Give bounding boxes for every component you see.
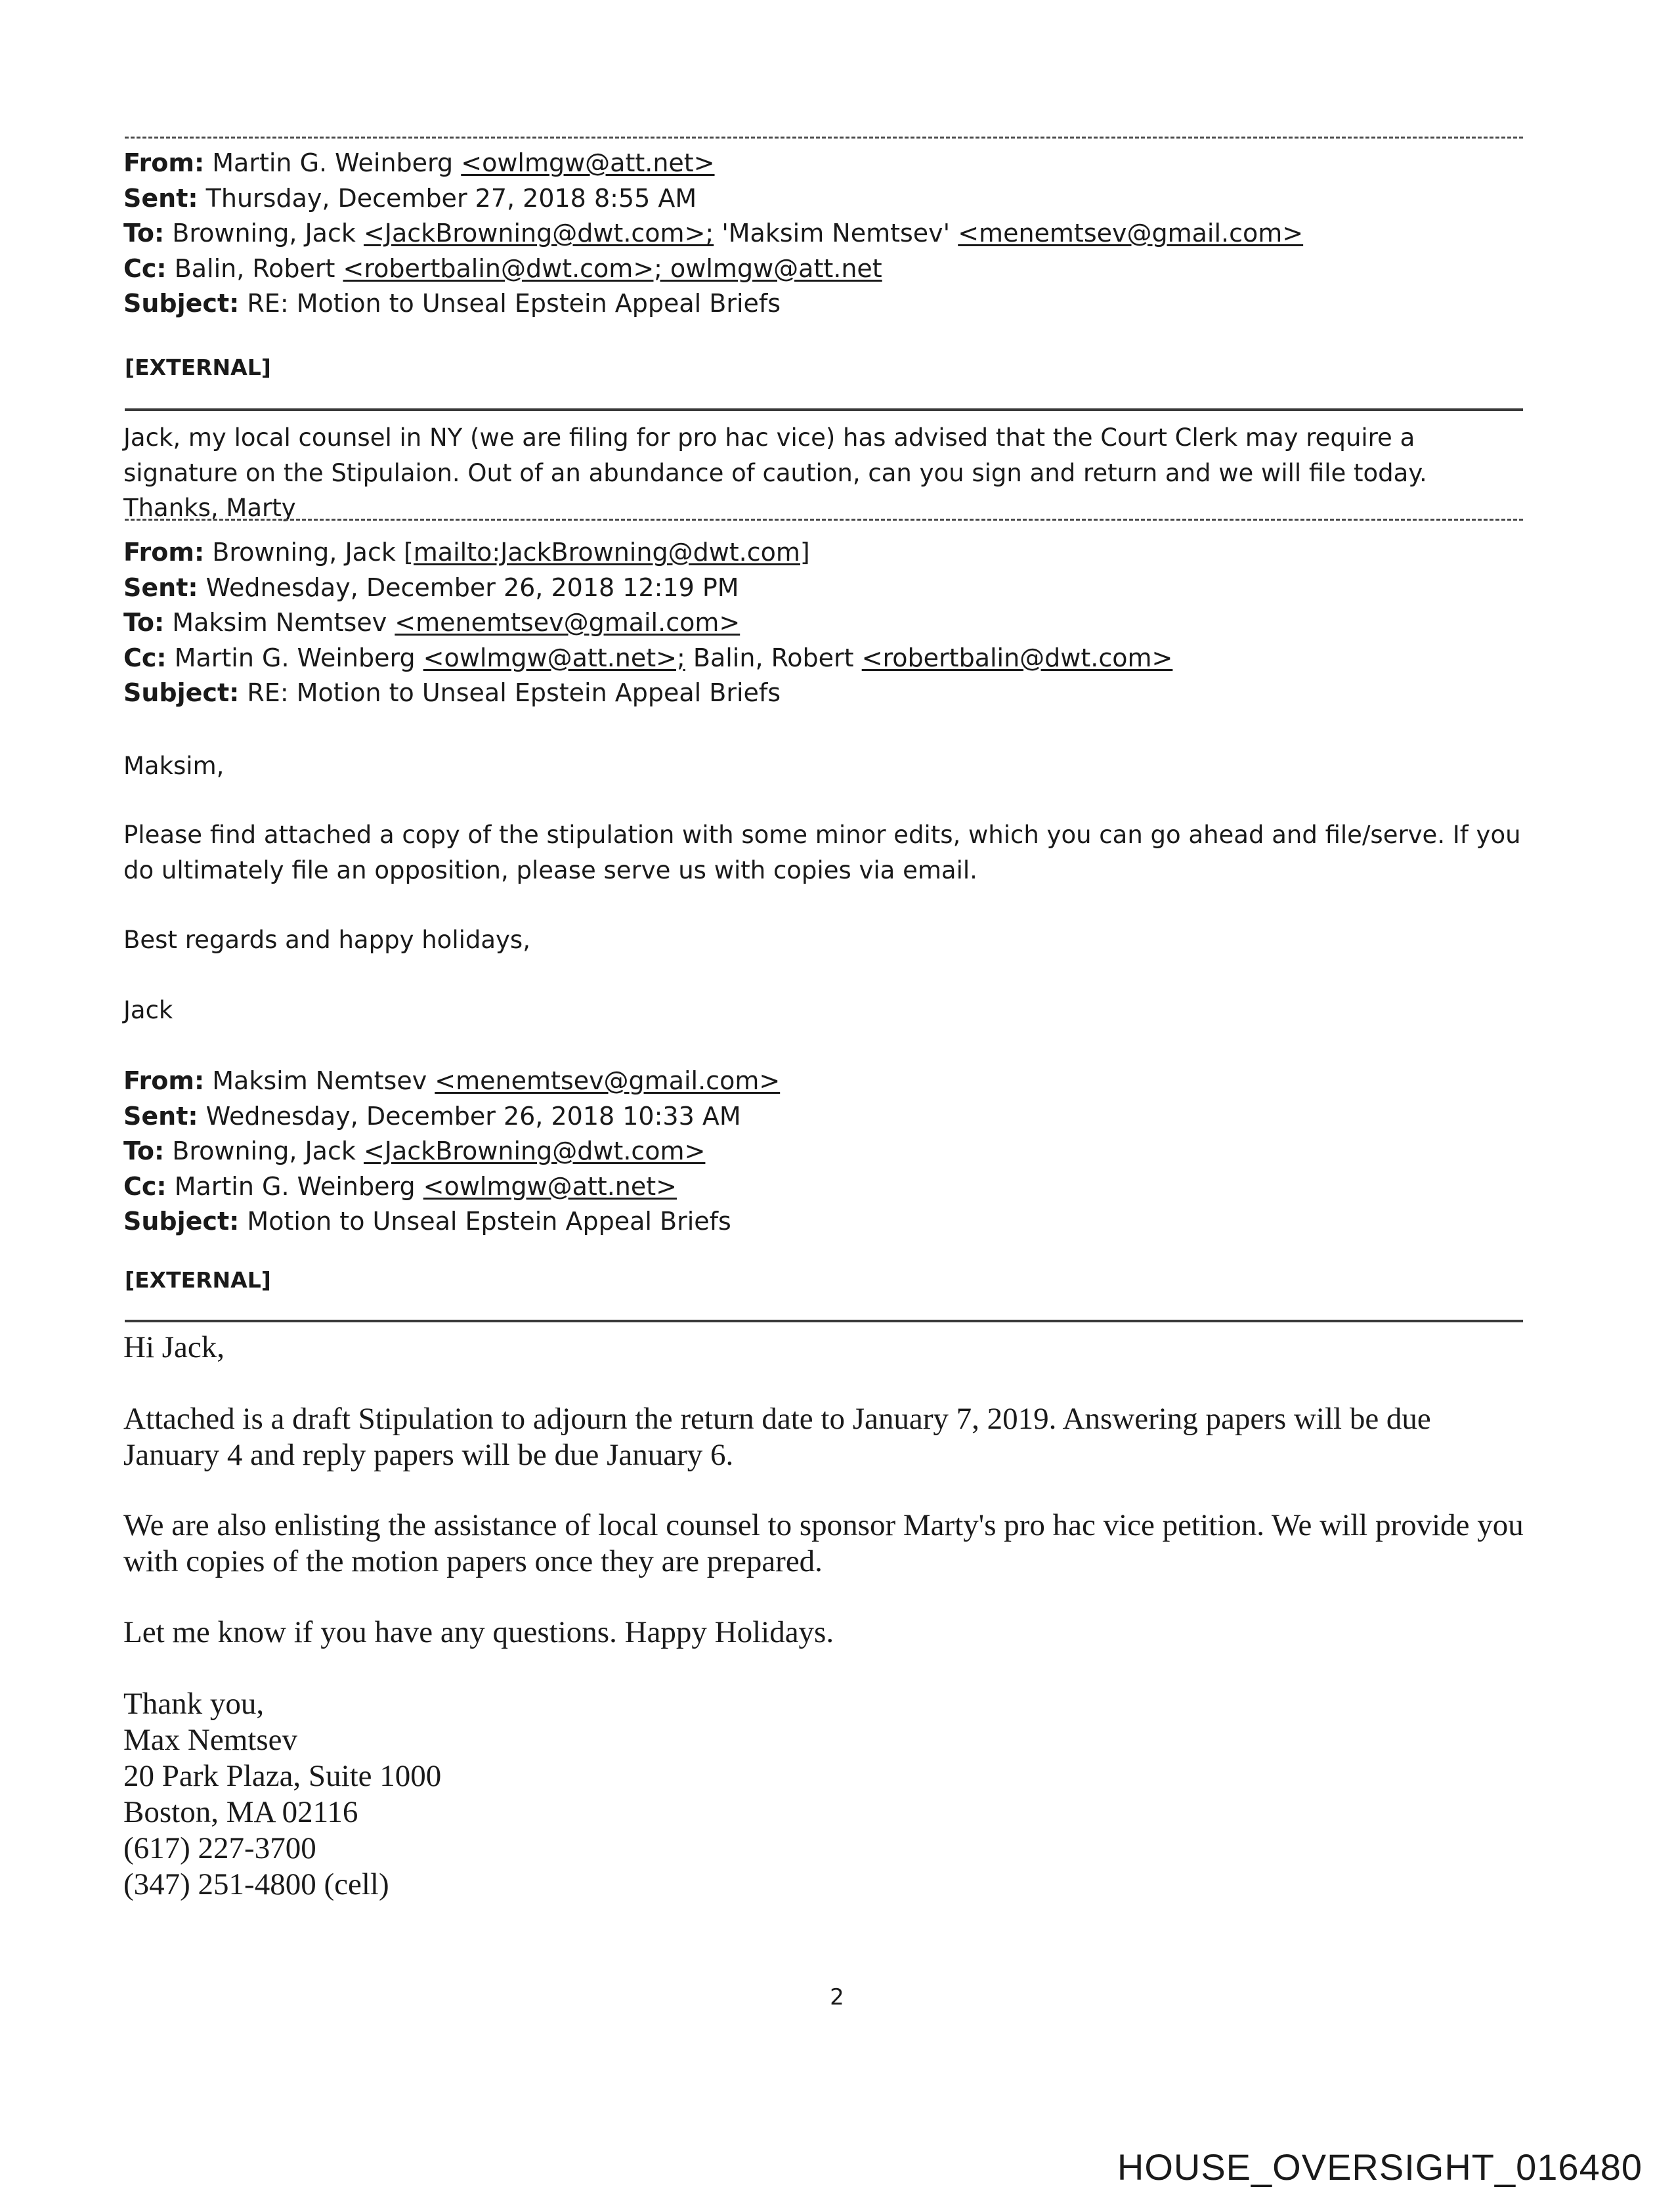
- cc-email-link-2[interactable]: <robertbalin@dwt.com>: [861, 643, 1173, 672]
- subject-label: Subject:: [123, 678, 240, 707]
- signature-block: [123, 1686, 1528, 1903]
- signature-line: (617) 227-3700: [123, 1831, 316, 1865]
- email-paragraph: Attached is a draft Stipulation to adjourn the return date to January 7, 2019. Answering papers will be due January 4 and reply papers will be due January 6.: [123, 1402, 1431, 1472]
- cc-label: Cc:: [123, 253, 167, 283]
- from-label: From:: [123, 148, 205, 177]
- cc-row: [123, 641, 1528, 676]
- to-value: Browning, Jack: [172, 219, 356, 248]
- to-email-link[interactable]: <menemtsev@gmail.com>: [395, 608, 740, 637]
- to-value: Maksim Nemtsev: [172, 608, 387, 637]
- to-value-2: 'Maksim Nemtsev': [721, 219, 951, 248]
- signature-line: (347) 251-4800 (cell): [123, 1867, 389, 1901]
- email-paragraph: Let me know if you have any questions. Happy Holidays.: [123, 1615, 834, 1649]
- cc-row: [123, 1169, 1528, 1205]
- external-tag: [EXTERNAL]: [125, 355, 271, 380]
- subject-label: Subject:: [123, 289, 240, 318]
- to-email-link[interactable]: <JackBrowning@dwt.com>;: [363, 219, 714, 248]
- to-email-link-2[interactable]: <menemtsev@gmail.com>: [958, 219, 1304, 248]
- email-paragraph: We are also enlisting the assistance of local counsel to sponsor Marty's pro hac vice petition. We will provide you with copies of the motion papers once they are prepared.: [123, 1508, 1524, 1578]
- to-row: [123, 216, 1528, 251]
- email-greeting: Hi Jack,: [123, 1330, 225, 1364]
- separator-line: [125, 1320, 1523, 1322]
- sent-row: [123, 181, 1528, 217]
- to-value: Browning, Jack: [172, 1137, 356, 1165]
- sent-value: Wednesday, December 26, 2018 12:19 PM: [205, 573, 739, 602]
- subject-label: Subject:: [123, 1207, 240, 1236]
- email-header: [123, 1064, 1528, 1240]
- to-row: [123, 605, 1528, 641]
- sent-value: Wednesday, December 26, 2018 10:33 AM: [205, 1101, 741, 1131]
- subject-row: [123, 286, 1528, 322]
- bates-stamp: HOUSE_OVERSIGHT_016480: [1117, 2146, 1642, 2188]
- from-email-link[interactable]: <owlmgw@att.net>: [461, 148, 715, 177]
- subject-value: RE: Motion to Unseal Epstein Appeal Briefs: [247, 678, 781, 707]
- email-greeting: Maksim,: [123, 752, 225, 780]
- from-value: Martin G. Weinberg: [212, 148, 454, 177]
- from-label: From:: [123, 538, 205, 567]
- separator-line: [125, 519, 1523, 521]
- from-label: From:: [123, 1066, 205, 1095]
- sent-value: Thursday, December 27, 2018 8:55 AM: [205, 183, 697, 213]
- subject-row: [123, 676, 1528, 711]
- from-row: [123, 146, 1528, 181]
- sent-label: Sent:: [123, 573, 198, 602]
- to-label: To:: [123, 219, 165, 248]
- email-header: [123, 535, 1528, 711]
- signature-line: Thank you,: [123, 1687, 265, 1721]
- from-email-link[interactable]: <menemtsev@gmail.com>: [435, 1066, 781, 1095]
- email-signature: Jack: [123, 996, 173, 1024]
- sent-label: Sent:: [123, 1101, 198, 1131]
- email-body: Please find attached a copy of the stipulation with some minor edits, which you can go ahead and file/serve. If you do ultimately file an opposition, please serve us with copies via email.: [123, 821, 1521, 884]
- from-value: Maksim Nemtsev: [212, 1066, 427, 1095]
- subject-value: RE: Motion to Unseal Epstein Appeal Briefs: [247, 289, 781, 318]
- from-row: [123, 1064, 1528, 1099]
- cc-row: [123, 251, 1528, 287]
- cc-email-link[interactable]: <robertbalin@dwt.com>; owlmgw@att.net: [343, 253, 882, 283]
- cc-value-2: Balin, Robert: [693, 643, 854, 672]
- external-tag: [EXTERNAL]: [125, 1267, 271, 1293]
- sent-row: [123, 571, 1528, 606]
- separator-line: [125, 137, 1523, 139]
- email-closing: Best regards and happy holidays,: [123, 926, 530, 954]
- separator-line: [125, 408, 1523, 411]
- signature-line: Max Nemtsev: [123, 1723, 297, 1757]
- to-row: [123, 1134, 1528, 1169]
- from-value: Browning, Jack: [212, 538, 396, 567]
- cc-value: Martin G. Weinberg: [174, 1171, 416, 1201]
- subject-value: Motion to Unseal Epstein Appeal Briefs: [247, 1207, 731, 1236]
- to-label: To:: [123, 1137, 165, 1165]
- signature-line: 20 Park Plaza, Suite 1000: [123, 1759, 442, 1793]
- cc-label: Cc:: [123, 1171, 167, 1201]
- cc-value: Balin, Robert: [174, 253, 335, 283]
- signature-line: Boston, MA 02116: [123, 1795, 358, 1829]
- page-number: 2: [830, 1984, 844, 2010]
- from-email-link[interactable]: [mailto:JackBrowning@dwt.com]: [403, 538, 810, 567]
- from-row: [123, 535, 1528, 571]
- email-body: Jack, my local counsel in NY (we are filing for pro hac vice) has advised that the Court Clerk may require a signature on the Stipulaion. Out of an abundance of caution, can you sign and return and we will file today. Thanks, Marty: [123, 423, 1427, 522]
- cc-email-link[interactable]: <owlmgw@att.net>: [423, 1171, 677, 1201]
- sent-row: [123, 1099, 1528, 1135]
- sent-label: Sent:: [123, 183, 198, 213]
- subject-row: [123, 1204, 1528, 1240]
- email-header: [123, 146, 1528, 322]
- cc-email-link[interactable]: <owlmgw@att.net>;: [423, 643, 685, 672]
- cc-value: Martin G. Weinberg: [174, 643, 416, 672]
- to-email-link[interactable]: <JackBrowning@dwt.com>: [363, 1137, 706, 1165]
- cc-label: Cc:: [123, 643, 167, 672]
- to-label: To:: [123, 608, 165, 637]
